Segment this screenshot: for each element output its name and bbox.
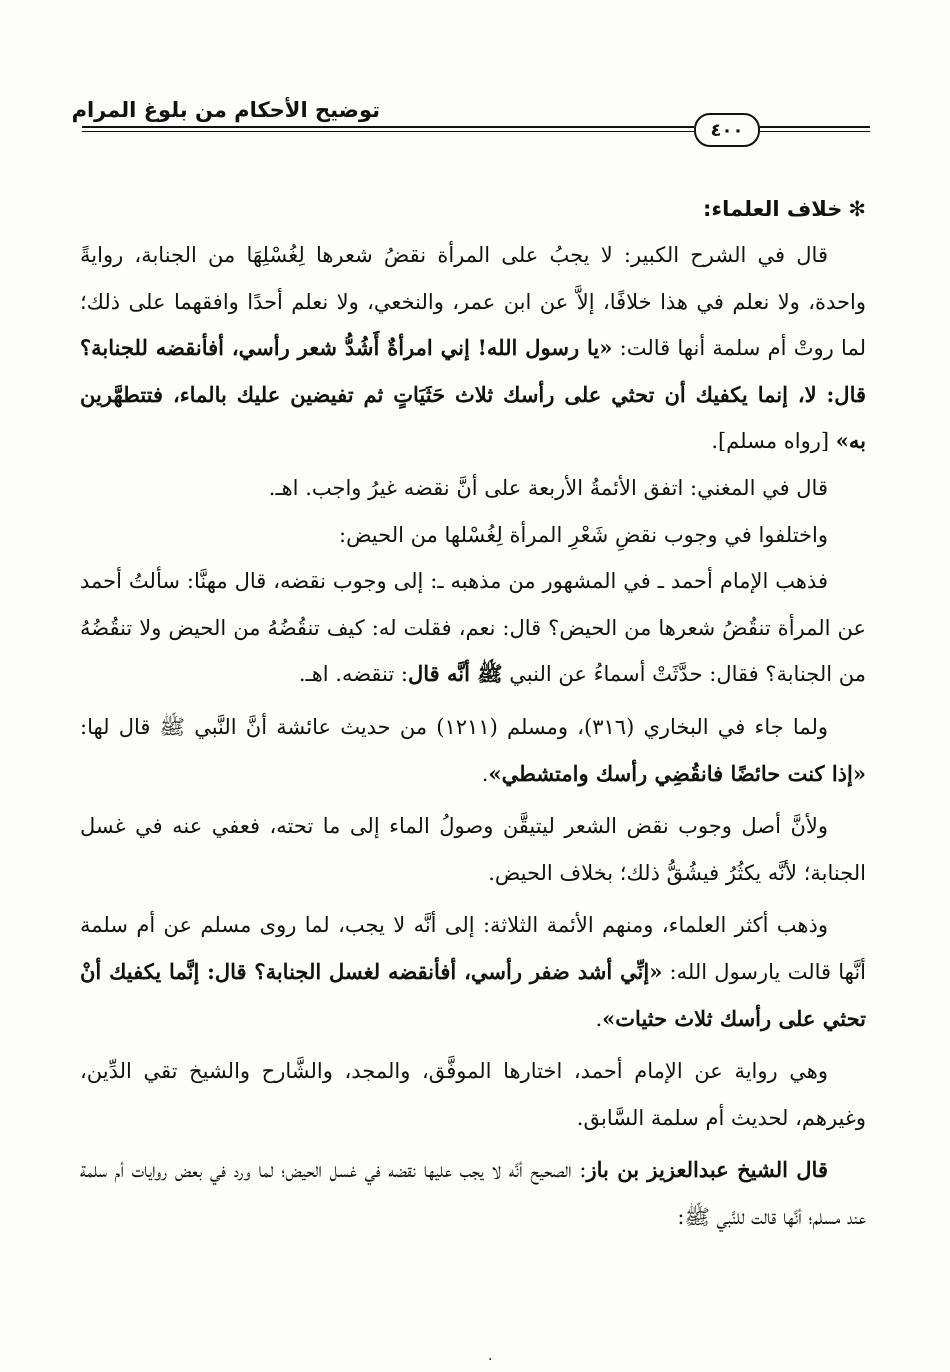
footer-mark: · xyxy=(488,1352,493,1368)
paragraph: وهي رواية عن الإمام أحمد، اختارها الموفَّق، والمجد، والشَّارح والشيخ تقي الدِّين، وغيرهم، لحديث أم سلمة السَّابق. xyxy=(80,1059,866,1130)
paragraph-text: وذهب أكثر العلماء، ومنهم الأئمة الثلاثة: إلى أنَّه لا يجب، لما روى مسلم عن أم سلمة أنَّها قالت يارسول الله: xyxy=(80,913,866,984)
paragraph xyxy=(80,704,866,797)
hadith-quote: «يا رسول الله! إني امرأةٌ أَشُدُّ شعر رأسي، أفأنقضه للجنابة؟ قال: لا، إنما يكفيك أن تحثي على رأسك ثلاث حَثَيَاتٍ ثم تفيضين عليك بالماء، فتتطهَّرين به» xyxy=(80,335,866,454)
paragraph-text: . xyxy=(595,1006,603,1031)
citation: [رواه مسلم]. xyxy=(711,429,836,454)
paragraph xyxy=(80,1147,866,1240)
header-rule-right-thin xyxy=(758,131,870,132)
paragraph xyxy=(80,232,866,465)
page-body xyxy=(80,186,866,1240)
page-number: ٤٠٠ xyxy=(694,113,760,147)
paragraph-text: قال في الشرح الكبير: لا يجبُ على المرأة نقضُ شعرها لِغُسْلِهَا من الجنابة، روايةً واحدة، ولا نعلم في هذا خلافًا، إلاَّ عن ابن عمر، والنخعي، ولا نعلم أحدًا وافقهما على ذلك؛ لما روتْ أم سلمة أنها قالت: xyxy=(80,243,866,361)
paragraph-text: ولما جاء في البخاري (٣١٦)، ومسلم (١٢١١) من حديث عائشة أنَّ النَّبي ﷺ قال لها: xyxy=(80,714,828,739)
salutation-mark: ﷺ أنَّه قال xyxy=(408,661,503,687)
hadith-quote: «إذا كنت حائضًا فانقُضِي رأسك وامتشطي» xyxy=(488,760,866,786)
paragraph: واختلفوا في وجوب نقضِ شَعْرِ المرأة لِغُسْلها من الحيض: xyxy=(339,522,828,547)
section-heading-text: خلاف العلماء: xyxy=(702,197,843,221)
section-heading xyxy=(80,186,866,232)
hadith-quote: «إنِّي أشد ضفر رأسي، أفأنقضه لغسل الجنابة؟ قال: إنَّما يكفيك أنْ تحثي على رأسك ثلاث حثيات» xyxy=(80,958,866,1031)
paragraph xyxy=(80,558,866,698)
scholar-name: قال الشيخ عبدالعزيز بن باز xyxy=(586,1157,828,1183)
paragraph xyxy=(80,902,866,1042)
paragraph-text: فذهب الإمام أحمد ـ في المشهور من مذهبه ـ: إلى وجوب نقضه، قال مهنَّا: سألتُ أحمد عن المرأة تنقُضُ شعرها من الحيض؟ قال: نعم، فقلت له: كيف تنقُضُهُ من الحيض ولا تنقُضُهُ من الجنابة؟ فقال: حدَّثَتْ أسماءُ عن النبي xyxy=(80,569,866,687)
header-rule-right xyxy=(758,126,870,128)
paragraph-text: . xyxy=(481,761,489,786)
running-header-title: توضيح الأحكام من بلوغ المرام xyxy=(71,98,380,122)
paragraph: قال في المغني: اتفق الأئمةُ الأربعة على أنَّ نقضه غيرُ واجب. اهـ. xyxy=(268,475,828,500)
paragraph-text: : تنقضه. اهـ. xyxy=(298,662,408,687)
asterisk-icon: ✻ xyxy=(848,197,866,221)
paragraph: ولأنَّ أصل وجوب نقض الشعر ليتيقَّن وصولُ الماء إلى ما تحته، فعفي عنه في غسل الجنابة؛ لأنَّه يكثُرُ فيشُقُّ ذلك؛ بخلاف الحيض. xyxy=(80,814,866,885)
header-rule-left-thin xyxy=(82,131,694,132)
header-rule-left xyxy=(82,126,694,128)
paragraph-text: : الصحيح أنَّه لا يجب عليها نقضه في غسل الحيض؛ لما ورد في بعض روايات أم سلمة عند مسلم؛ أنَّها قالت للنَّبي ﷺ: xyxy=(80,1158,866,1229)
